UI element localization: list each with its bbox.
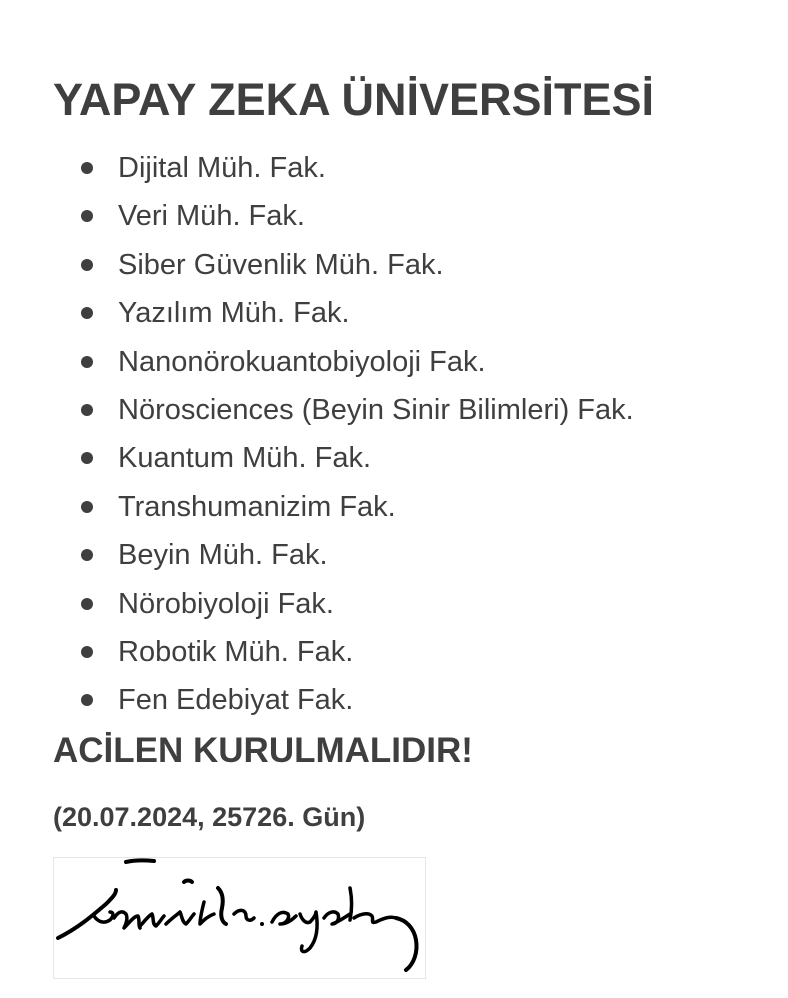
faculty-label: Transhumanizim Fak. <box>118 490 396 523</box>
bullet-icon <box>81 501 93 513</box>
faculty-label: Nörobiyoloji Fak. <box>118 587 334 620</box>
faculty-label: Veri Müh. Fak. <box>118 200 305 233</box>
bullet-icon <box>81 162 93 174</box>
bullet-icon <box>81 356 93 368</box>
call-to-action: ACİLEN KURULMALIDIR! <box>53 731 473 770</box>
signature-icon <box>54 858 425 978</box>
faculty-label: Siber Güvenlik Müh. Fak. <box>118 248 444 281</box>
bullet-icon <box>81 549 93 561</box>
bullet-icon <box>81 598 93 610</box>
bullet-icon <box>81 646 93 658</box>
faculty-label: Yazılım Müh. Fak. <box>118 297 350 330</box>
faculty-label: Nanonörokuantobiyoloji Fak. <box>118 345 486 378</box>
bullet-icon <box>81 307 93 319</box>
faculty-label: Nörosciences (Beyin Sinir Bilimleri) Fak. <box>118 393 634 426</box>
faculty-label: Dijital Müh. Fak. <box>118 152 326 184</box>
bullet-icon <box>81 210 93 222</box>
bullet-icon <box>81 452 93 464</box>
faculty-label: Beyin Müh. Fak. <box>118 539 328 572</box>
faculty-label: Kuantum Müh. Fak. <box>118 442 372 475</box>
faculty-label: Fen Edebiyat Fak. <box>118 684 354 717</box>
date-line: (20.07.2024, 25726. Gün) <box>53 802 366 832</box>
signature-image <box>53 857 426 979</box>
faculty-label: Robotik Müh. Fak. <box>118 635 354 668</box>
bullet-icon <box>81 404 93 416</box>
page-title: YAPAY ZEKA ÜNİVERSİTESİ <box>53 74 655 125</box>
signature-strokes <box>58 860 417 970</box>
bullet-icon <box>81 694 93 706</box>
bullet-icon <box>81 259 93 271</box>
